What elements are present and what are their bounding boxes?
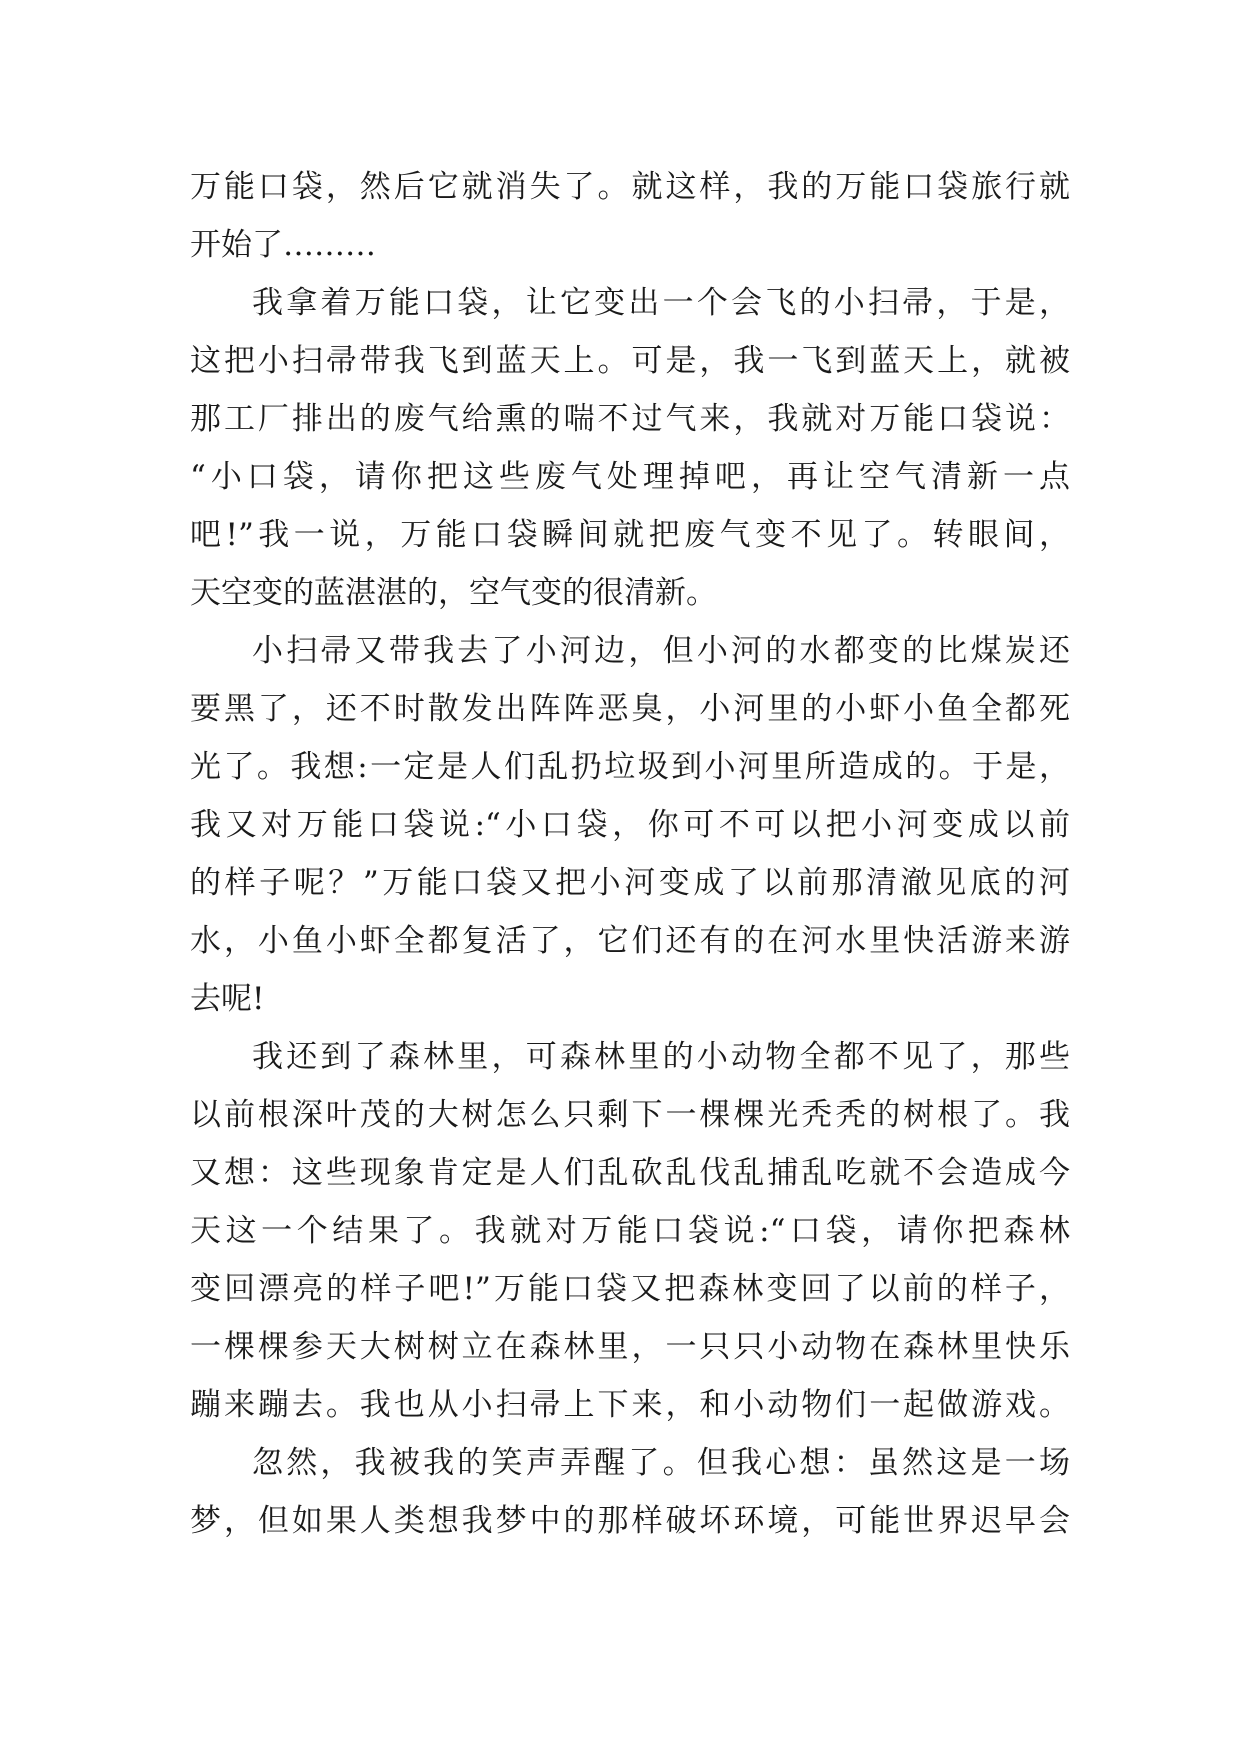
text-line: 的样子呢？”万能口袋又把小河变成了以前那清澈见底的河 [190,865,1070,901]
text-line: 又想：这些现象肯定是人们乱砍乱伐乱捕乱吃就不会造成今 [190,1155,1070,1191]
text-line: 吧!”我一说，万能口袋瞬间就把废气变不见了。转眼间， [190,517,1070,553]
text-line: 开始了……… [190,227,376,263]
text-line: 这把小扫帚带我飞到蓝天上。可是，我一飞到蓝天上，就被 [190,343,1070,379]
text-line: 一棵棵参天大树树立在森林里，一只只小动物在森林里快乐 [190,1329,1070,1365]
text-line: 光了。我想:一定是人们乱扔垃圾到小河里所造成的。于是， [190,749,1070,785]
paragraph-first-line: 我拿着万能口袋，让它变出一个会飞的小扫帚，于是， [252,285,1070,321]
text-line: 变回漂亮的样子吧!”万能口袋又把森林变回了以前的样子， [190,1271,1070,1307]
text-line: “小口袋，请你把这些废气处理掉吧，再让空气清新一点 [190,459,1070,495]
paragraph-first-line: 我还到了森林里，可森林里的小动物全都不见了，那些 [252,1039,1070,1075]
text-line: 梦，但如果人类想我梦中的那样破坏环境，可能世界迟早会 [190,1503,1070,1539]
text-line: 去呢! [190,981,265,1017]
text-line: 万能口袋，然后它就消失了。就这样，我的万能口袋旅行就 [190,169,1070,205]
text-line: 我又对万能口袋说:“小口袋，你可不可以把小河变成以前 [190,807,1070,843]
text-line: 天这一个结果了。我就对万能口袋说:“口袋，请你把森林 [190,1213,1070,1249]
text-line: 那工厂排出的废气给熏的喘不过气来，我就对万能口袋说： [190,401,1070,437]
text-line: 以前根深叶茂的大树怎么只剩下一棵棵光秃秃的树根了。我 [190,1097,1070,1133]
text-line: 蹦来蹦去。我也从小扫帚上下来，和小动物们一起做游戏。 [190,1387,1070,1423]
body-text [190,158,1070,1550]
text-line: 天空变的蓝湛湛的，空气变的很清新。 [190,575,717,611]
paragraph-first-line: 忽然，我被我的笑声弄醒了。但我心想：虽然这是一场 [252,1445,1070,1481]
text-line: 要黑了，还不时散发出阵阵恶臭，小河里的小虾小鱼全都死 [190,691,1070,727]
paragraph-first-line: 小扫帚又带我去了小河边，但小河的水都变的比煤炭还 [252,633,1070,669]
text-line: 水，小鱼小虾全都复活了，它们还有的在河水里快活游来游 [190,923,1070,959]
